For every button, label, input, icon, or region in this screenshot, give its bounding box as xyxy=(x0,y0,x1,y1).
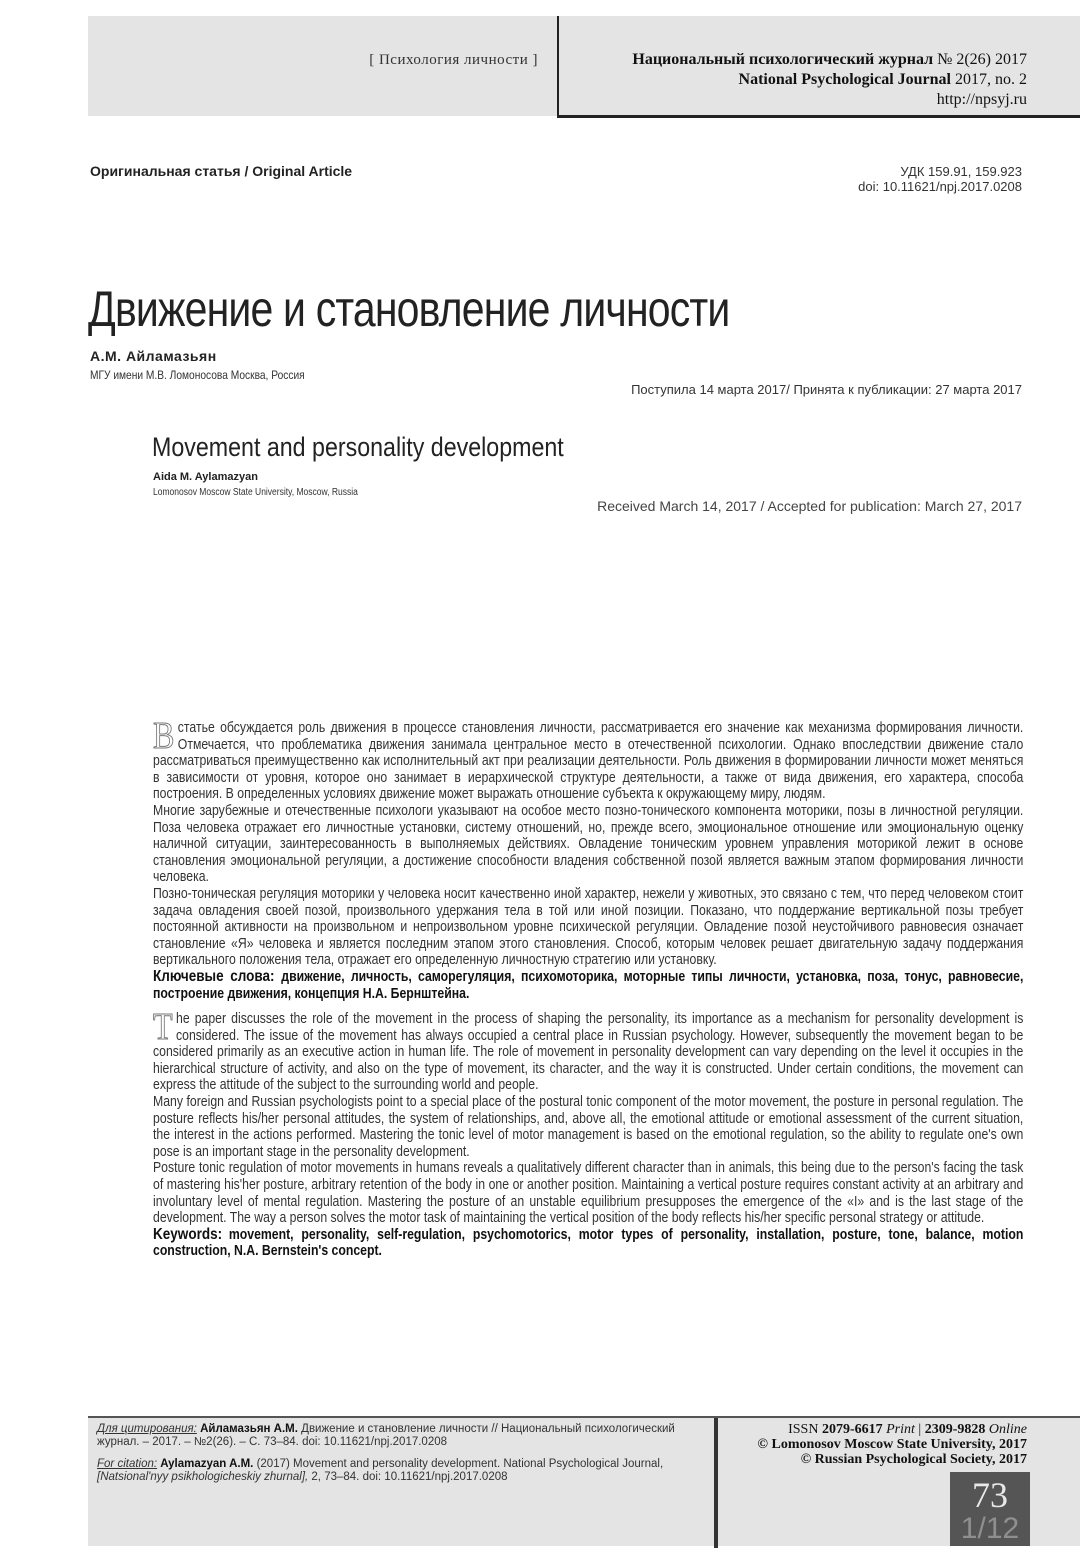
footer-divider xyxy=(714,1418,718,1548)
keywords-en xyxy=(153,1227,1023,1260)
citation-en-author: Aylamazyan A.M. xyxy=(160,1458,254,1470)
citation-en-text-2: 2, 73–84. doi: 10.11621/npj.2017.0208 xyxy=(308,1471,508,1483)
author-en: Aida M. Aylamazyan xyxy=(153,471,258,483)
abstract-en-p2: Many foreign and Russian psychologists point to a special place of the postural tonic component of the motor movement, the posture in personal regulation. The posture reflects his/her personal attitudes, the system of relationships, and, above all, the emotional attitude or emotional assessment of the current situation, the interest in the actions performed. Mastering the tonic level of motor management is based on the emotional regulation, so the ability to regulate one's own pose is an important stage in the personality development. xyxy=(153,1093,1024,1160)
keywords-label-ru: Ключевые слова: xyxy=(153,967,275,985)
journal-info xyxy=(632,50,1027,110)
keywords-text-ru: движение, личность, саморегуляция, психомоторика, моторные типы личности, установка, поза, тонус, равновесие, построение движения, концепция Н.А. Бернштейна. xyxy=(153,968,1024,1002)
citation-en-label: For citation: xyxy=(97,1458,158,1470)
doi[interactable]: doi: 10.11621/npj.2017.0208 xyxy=(858,179,1022,194)
journal-url[interactable]: http://npsyj.ru xyxy=(936,91,1027,108)
abstract-en-p3: Posture tonic regulation of motor movements in humans reveals a qualitatively different character than in animals, this being due to the person's facing the task of mastering his'her posture, arbitrary retention of the body in one or another position. Maintaining a vertical posture requires constant activity at an arbitrary and involuntary level of mental regulation. Mastering the posture of an unstable equilibrium presupposes the emergence of the «I» and is the last stage of the development. The way a person solves the motor task of maintaining the vertical position of the body reflects his/her specific personal strategy or attitude. xyxy=(153,1160,1024,1227)
citation-ru xyxy=(97,1423,707,1449)
udc: УДК 159.91, 159.923 xyxy=(900,164,1022,179)
abstract-ru xyxy=(153,715,1024,1002)
citation-ru-label: Для цитирования: xyxy=(97,1423,197,1435)
abstract-ru-p2: Многие зарубежные и отечественные психологи указывают на особое место позно-тонического компонента моторики, позы в личностной регуляции. Поза человека отражает его личностные установки, систему отношений, но, прежде всего, эмоциональное отношение или эмоциональную оценку наличной ситуации, заинтересованность в выполняемых действиях. Овладение тоническим уровнем управления моторикой лежит в основе становления эмоциональной регуляции, а достижение способности владения собственной позой является важным этапом формирования личности человека. xyxy=(153,802,1024,886)
abstract-ru-p1: В статье обсуждается роль движения в процессе становления личности, рассматривается его значение как механизма формирования личности. Отмечается, что проблематика движения занимала центральное место в отечественной психологии. Однако впоследствии движение стало рассматриваться преимущественно как исполнительный акт при реализации деятельности. Роль движения в формировании личности может меняться в зависимости от уровня, которое оно занимает в иерархической структуре деятельности, а также от вида движения, его характера, способа построения. В определенных условиях движение может выражать отношение субъекта к окружающему миру, людям. xyxy=(153,715,1024,803)
citation-en xyxy=(97,1458,707,1484)
dropcap-en: T xyxy=(153,1006,173,1048)
issn-online: 2309-9828 xyxy=(924,1422,986,1437)
abstract-en-p1: The paper discusses the role of the movement in the process of shaping the personality, its importance as a mechanism for personality development is considered. The issue of the movement has always occupied a central place in Russian psychology. However, subsequently the movement began to be considered primarily as an executive action in human life. The role of movement in personality development can vary depending on the level it occupies in the hierarchical structure of activity, and also on the type of movement, its character, and the way it is constructed. Under certain conditions, the movement can express the attitude of the subject to the surrounding world and people. xyxy=(153,1006,1024,1094)
journal-issue-en: 2017, no. 2 xyxy=(951,71,1027,88)
journal-name-ru: Национальный психологический журнал xyxy=(632,51,934,68)
citation-ru-text: Движение и становление личности // Национальный психологический журнал. – 2017. – №2(26). – С. 73–84. doi: 10.11621/npj.2017.0208 xyxy=(97,1423,675,1448)
keywords-ru xyxy=(153,969,1023,1002)
affiliation-ru: МГУ имени М.В. Ломоносова Москва, Россия xyxy=(90,368,305,382)
affiliation-en: Lomonosov Moscow State University, Moscow, Russia xyxy=(153,487,358,498)
keywords-label-en: Keywords: xyxy=(153,1225,223,1243)
abstract-en xyxy=(153,1006,1024,1260)
article-type: Оригинальная статья / Original Article xyxy=(90,163,353,179)
page-title-en: Movement and personality development xyxy=(152,432,564,462)
journal-issue-ru: № 2(26) 2017 xyxy=(933,51,1027,68)
header-underline xyxy=(557,115,1080,118)
citation-ru-author: Айламазьян А.М. xyxy=(200,1423,298,1435)
keywords-text-en: movement, personality, self-regulation, psychomotorics, motor types of personality, installation, posture, tone, balance, motion construction, N.A. Bernstein's concept. xyxy=(153,1226,1024,1260)
page-counter: 1/12 xyxy=(960,1512,1020,1545)
header-divider xyxy=(557,16,559,118)
abstract-ru-p3: Позно-тоническая регуляция моторики у человека носит качественно иной характер, нежели у животных, это связано с тем, что перед человеком стоит задача овладения своей позой, произвольного удержания тела в той или иной позиции. Показано, что поддержание вертикальной позы требует постоянной активности на произвольном и непроизвольном уровне психической регуляции. Овладение позой неустойчивого равновесия означает становление «Я» человека и является последним этапом этого становления. Способ, которым человек решает двигательную задачу поддержания вертикального положения тела, отражает его определенную личностную стратегию или установку. xyxy=(153,885,1024,969)
page-number: 73 xyxy=(972,1475,1008,1515)
copyright-rps: © Russian Psychological Society, 2017 xyxy=(800,1452,1027,1467)
citation-en-journal: [Natsional'nyy psikhologicheskiy zhurnal], xyxy=(97,1471,309,1483)
dates-en: Received March 14, 2017 / Accepted for publication: March 27, 2017 xyxy=(597,498,1022,514)
issn-block: ISSN 2079-6617 Print | 2309-9828 Online © Lomonosov Moscow State University, 2017 © Russian Psychological Society, 2017 xyxy=(757,1422,1027,1467)
issn-print: 2079-6617 xyxy=(821,1422,883,1437)
section-label: [ Психология личности ] xyxy=(369,52,538,68)
copyright-msu: © Lomonosov Moscow State University, 2017 xyxy=(757,1437,1027,1452)
citation-en-text: (2017) Movement and personality development. National Psychological Journal, xyxy=(253,1458,664,1470)
udc-doi xyxy=(858,164,1022,194)
dropcap-ru: В xyxy=(153,715,175,757)
journal-name-en: National Psychological Journal xyxy=(738,71,951,88)
dates-ru: Поступила 14 марта 2017/ Принята к публикации: 27 марта 2017 xyxy=(631,382,1022,397)
page-title-ru: Движение и становление личности xyxy=(88,281,730,337)
author-ru: А.М. Айламазьян xyxy=(90,348,217,364)
